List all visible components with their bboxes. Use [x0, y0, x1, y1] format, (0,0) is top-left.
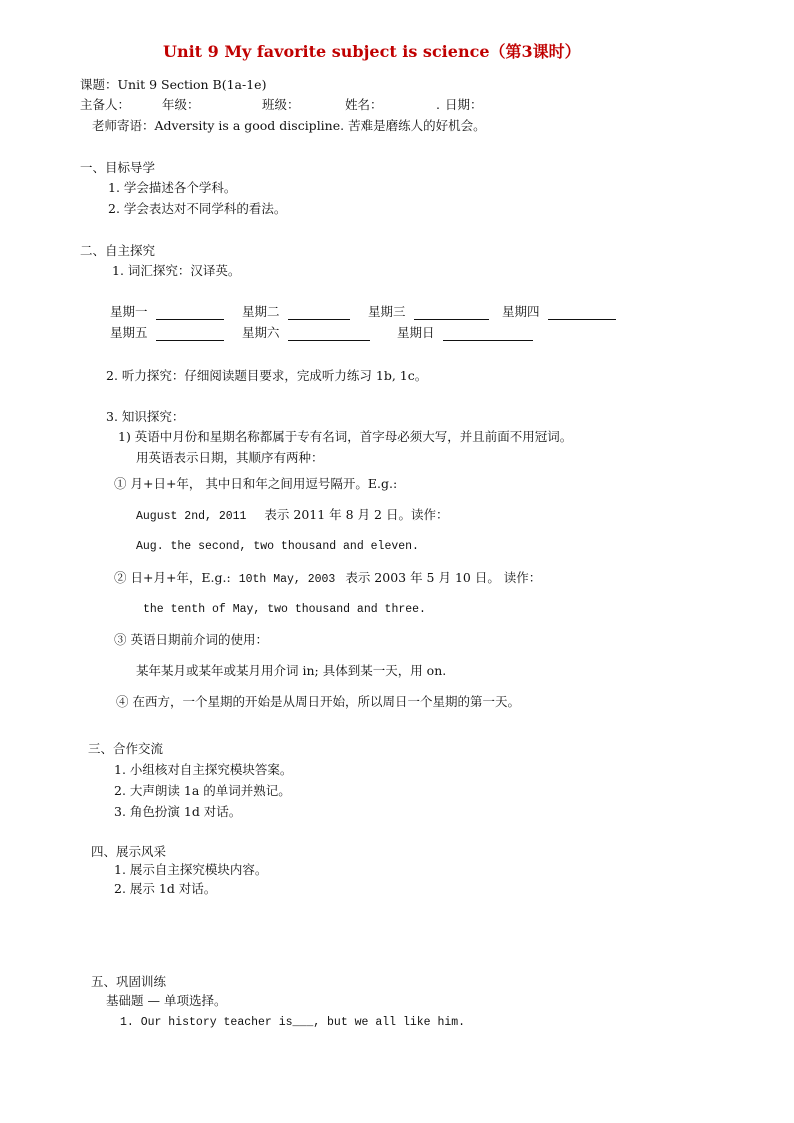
answer-blank[interactable] — [548, 306, 616, 320]
example-english: 10th May, 2003 — [238, 573, 336, 586]
section-2-heading: 二、自主探究 — [80, 243, 156, 258]
preposition-rule: 某年某月或某年或某月用介词 in; 具体到某一天，用 on. — [136, 663, 447, 678]
weekday-item — [397, 325, 533, 341]
example-chinese: 表示 2003 年 5 月 10 日。 读作： — [345, 570, 542, 585]
list-item: 1. 小组核对自主探究模块答案。 — [114, 762, 293, 777]
date-format-1: ① 月+日+年， 其中日和年之间用逗号隔开。E.g.: — [114, 476, 398, 491]
lesson-topic: 课题：Unit 9 Section B(1a-1e) — [80, 77, 267, 92]
example-chinese: 表示 2011 年 8 月 2 日。读作： — [264, 507, 449, 522]
answer-blank[interactable] — [288, 327, 370, 341]
format-label: ② 日+月+年，E.g.: — [114, 570, 231, 585]
date-format-4: ④ 在西方，一个星期的开始是从周日开始，所以周日一个星期的第一天。 — [116, 694, 520, 709]
weekday-label: 星期一 — [110, 304, 148, 319]
weekday-item — [242, 325, 370, 341]
list-item: 2. 展示 1d 对话。 — [114, 881, 217, 896]
knowledge-point-1b: 用英语表示日期，其顺序有两种： — [136, 450, 324, 465]
answer-blank[interactable] — [414, 306, 489, 320]
separator-dot: . — [436, 97, 440, 112]
answer-blank[interactable] — [156, 327, 224, 341]
section-5-heading: 五、巩固训练 — [91, 974, 167, 989]
weekday-item — [110, 325, 224, 341]
section-3-heading: 三、合作交流 — [88, 741, 164, 756]
vocab-task: 1. 词汇探究：汉译英。 — [112, 263, 241, 278]
knowledge-task: 3. 知识探究： — [106, 409, 185, 424]
section-1-heading: 一、目标导学 — [80, 160, 156, 175]
date-format-3: ③ 英语日期前介词的使用： — [114, 632, 268, 647]
date-example-1 — [136, 507, 448, 525]
weekday-label: 星期日 — [397, 325, 435, 340]
list-item: 1. 展示自主探究模块内容。 — [114, 862, 268, 877]
question-1: 1. Our history teacher is___, but we all like him. — [120, 1016, 466, 1029]
weekday-label: 星期六 — [242, 325, 280, 340]
weekday-item — [242, 304, 350, 320]
list-item: 1. 学会描述各个学科。 — [108, 180, 237, 195]
weekday-item — [502, 304, 616, 320]
example-english: August 2nd, 2011 — [136, 510, 247, 523]
weekday-item — [110, 304, 224, 320]
weekday-label: 星期二 — [242, 304, 280, 319]
list-item: 2. 学会表达对不同学科的看法。 — [108, 201, 287, 216]
exercise-subheading: 基础题 — 单项选择。 — [106, 993, 227, 1008]
date-reading-1: Aug. the second, two thousand and eleven. — [136, 540, 419, 553]
grade-label: 年级： — [162, 97, 200, 112]
weekday-label: 星期三 — [368, 304, 406, 319]
weekday-item — [368, 304, 489, 320]
answer-blank[interactable] — [443, 327, 533, 341]
listening-task: 2. 听力探究：仔细阅读题目要求，完成听力练习 1b, 1c。 — [106, 368, 428, 383]
answer-blank[interactable] — [288, 306, 350, 320]
weekday-label: 星期五 — [110, 325, 148, 340]
answer-blank[interactable] — [156, 306, 224, 320]
weekday-label: 星期四 — [502, 304, 540, 319]
knowledge-point-1: 1) 英语中月份和星期名称都属于专有名词，首字母必须大写，并且前面不用冠词。 — [118, 429, 573, 444]
list-item: 2. 大声朗读 1a 的单词并熟记。 — [114, 783, 291, 798]
date-label: 日期： — [445, 97, 483, 112]
page-title: Unit 9 My favorite subject is science（第3课时） — [163, 42, 581, 61]
name-label: 姓名： — [345, 97, 383, 112]
list-item: 3. 角色扮演 1d 对话。 — [114, 804, 242, 819]
section-4-heading: 四、展示风采 — [91, 844, 167, 859]
date-format-2 — [114, 570, 541, 588]
teacher-motto: 老师寄语：Adversity is a good discipline. 苦难是磨练人的好机会。 — [92, 118, 486, 133]
class-label: 班级： — [262, 97, 300, 112]
date-reading-2: the tenth of May, two thousand and three. — [143, 603, 426, 616]
preparer-label: 主备人： — [80, 97, 131, 112]
